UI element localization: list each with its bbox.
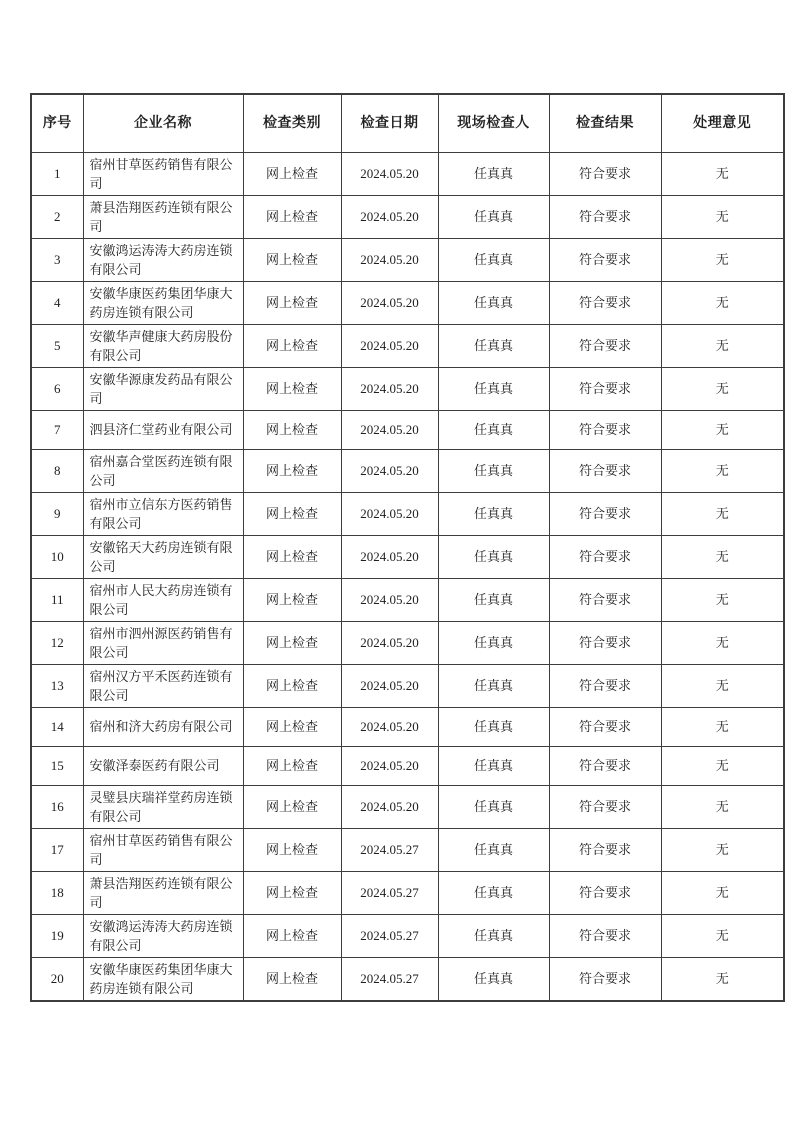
cell-result: 符合要求	[549, 410, 661, 449]
cell-index: 5	[31, 324, 83, 367]
cell-company: 安徽华康医药集团华康大药房连锁有限公司	[83, 281, 243, 324]
cell-date: 2024.05.20	[341, 281, 438, 324]
cell-type: 网上检查	[243, 914, 341, 957]
cell-index: 11	[31, 578, 83, 621]
table-row	[31, 871, 784, 914]
cell-date: 2024.05.20	[341, 785, 438, 828]
cell-type: 网上检查	[243, 281, 341, 324]
cell-index: 17	[31, 828, 83, 871]
cell-inspector: 任真真	[438, 324, 549, 367]
cell-inspector: 任真真	[438, 578, 549, 621]
cell-opinion: 无	[661, 664, 784, 707]
cell-type: 网上检查	[243, 871, 341, 914]
cell-opinion: 无	[661, 449, 784, 492]
cell-company: 宿州汉方平禾医药连锁有限公司	[83, 664, 243, 707]
table-row	[31, 410, 784, 449]
cell-opinion: 无	[661, 914, 784, 957]
cell-inspector: 任真真	[438, 238, 549, 281]
cell-index: 6	[31, 367, 83, 410]
table-row	[31, 324, 784, 367]
cell-result: 符合要求	[549, 238, 661, 281]
cell-inspector: 任真真	[438, 281, 549, 324]
cell-type: 网上检查	[243, 410, 341, 449]
cell-index: 9	[31, 492, 83, 535]
cell-date: 2024.05.20	[341, 746, 438, 785]
cell-inspector: 任真真	[438, 535, 549, 578]
cell-date: 2024.05.20	[341, 367, 438, 410]
table-row	[31, 367, 784, 410]
cell-type: 网上检查	[243, 707, 341, 746]
cell-opinion: 无	[661, 707, 784, 746]
table-row	[31, 152, 784, 195]
table-row	[31, 449, 784, 492]
cell-index: 4	[31, 281, 83, 324]
cell-index: 7	[31, 410, 83, 449]
cell-date: 2024.05.27	[341, 828, 438, 871]
cell-index: 3	[31, 238, 83, 281]
cell-result: 符合要求	[549, 746, 661, 785]
table-row	[31, 664, 784, 707]
cell-inspector: 任真真	[438, 449, 549, 492]
cell-inspector: 任真真	[438, 785, 549, 828]
cell-result: 符合要求	[549, 578, 661, 621]
cell-index: 13	[31, 664, 83, 707]
cell-inspector: 任真真	[438, 828, 549, 871]
cell-date: 2024.05.20	[341, 664, 438, 707]
cell-type: 网上检查	[243, 785, 341, 828]
cell-opinion: 无	[661, 492, 784, 535]
table-row	[31, 621, 784, 664]
cell-company: 宿州市立信东方医药销售有限公司	[83, 492, 243, 535]
cell-date: 2024.05.20	[341, 578, 438, 621]
cell-opinion: 无	[661, 367, 784, 410]
cell-inspector: 任真真	[438, 152, 549, 195]
cell-company: 宿州市人民大药房连锁有限公司	[83, 578, 243, 621]
cell-index: 8	[31, 449, 83, 492]
cell-inspector: 任真真	[438, 195, 549, 238]
cell-opinion: 无	[661, 871, 784, 914]
cell-company: 宿州嘉合堂医药连锁有限公司	[83, 449, 243, 492]
cell-index: 19	[31, 914, 83, 957]
cell-date: 2024.05.27	[341, 871, 438, 914]
cell-result: 符合要求	[549, 914, 661, 957]
cell-result: 符合要求	[549, 871, 661, 914]
cell-date: 2024.05.20	[341, 410, 438, 449]
table-row	[31, 707, 784, 746]
cell-result: 符合要求	[549, 152, 661, 195]
table-row	[31, 238, 784, 281]
table-row	[31, 492, 784, 535]
header-cell-type: 检查类别	[243, 94, 341, 152]
cell-result: 符合要求	[549, 785, 661, 828]
table-row	[31, 957, 784, 1001]
cell-company: 宿州甘草医药销售有限公司	[83, 152, 243, 195]
table-row	[31, 578, 784, 621]
cell-type: 网上检查	[243, 535, 341, 578]
cell-type: 网上检查	[243, 367, 341, 410]
table-row	[31, 281, 784, 324]
cell-opinion: 无	[661, 828, 784, 871]
cell-date: 2024.05.20	[341, 238, 438, 281]
cell-date: 2024.05.27	[341, 957, 438, 1001]
cell-inspector: 任真真	[438, 871, 549, 914]
cell-company: 安徽华声健康大药房股份有限公司	[83, 324, 243, 367]
cell-result: 符合要求	[549, 367, 661, 410]
cell-date: 2024.05.20	[341, 535, 438, 578]
cell-result: 符合要求	[549, 324, 661, 367]
cell-result: 符合要求	[549, 535, 661, 578]
cell-date: 2024.05.20	[341, 195, 438, 238]
cell-opinion: 无	[661, 238, 784, 281]
cell-type: 网上检查	[243, 152, 341, 195]
cell-company: 安徽泽泰医药有限公司	[83, 746, 243, 785]
table-row	[31, 535, 784, 578]
cell-company: 灵璧县庆瑞祥堂药房连锁有限公司	[83, 785, 243, 828]
cell-opinion: 无	[661, 621, 784, 664]
cell-company: 泗县济仁堂药业有限公司	[83, 410, 243, 449]
cell-type: 网上检查	[243, 621, 341, 664]
cell-company: 安徽华源康发药品有限公司	[83, 367, 243, 410]
header-cell-inspector: 现场检查人	[438, 94, 549, 152]
cell-company: 宿州和济大药房有限公司	[83, 707, 243, 746]
cell-type: 网上检查	[243, 449, 341, 492]
cell-result: 符合要求	[549, 828, 661, 871]
cell-index: 18	[31, 871, 83, 914]
cell-type: 网上检查	[243, 492, 341, 535]
cell-date: 2024.05.20	[341, 449, 438, 492]
header-cell-date: 检查日期	[341, 94, 438, 152]
cell-date: 2024.05.20	[341, 707, 438, 746]
cell-index: 16	[31, 785, 83, 828]
cell-type: 网上检查	[243, 238, 341, 281]
cell-opinion: 无	[661, 410, 784, 449]
cell-inspector: 任真真	[438, 367, 549, 410]
cell-company: 安徽鸿运涛涛大药房连锁有限公司	[83, 238, 243, 281]
cell-inspector: 任真真	[438, 621, 549, 664]
cell-opinion: 无	[661, 152, 784, 195]
cell-result: 符合要求	[549, 195, 661, 238]
cell-type: 网上检查	[243, 578, 341, 621]
header-cell-index: 序号	[31, 94, 83, 152]
cell-index: 2	[31, 195, 83, 238]
header-cell-result: 检查结果	[549, 94, 661, 152]
cell-result: 符合要求	[549, 664, 661, 707]
cell-index: 10	[31, 535, 83, 578]
cell-company: 安徽鸿运涛涛大药房连锁有限公司	[83, 914, 243, 957]
cell-index: 20	[31, 957, 83, 1001]
cell-company: 宿州市泗州源医药销售有限公司	[83, 621, 243, 664]
cell-inspector: 任真真	[438, 410, 549, 449]
cell-date: 2024.05.20	[341, 492, 438, 535]
cell-date: 2024.05.20	[341, 621, 438, 664]
cell-index: 15	[31, 746, 83, 785]
cell-opinion: 无	[661, 324, 784, 367]
cell-inspector: 任真真	[438, 746, 549, 785]
cell-opinion: 无	[661, 578, 784, 621]
table-row	[31, 785, 784, 828]
cell-result: 符合要求	[549, 707, 661, 746]
cell-opinion: 无	[661, 535, 784, 578]
cell-opinion: 无	[661, 195, 784, 238]
cell-type: 网上检查	[243, 828, 341, 871]
cell-type: 网上检查	[243, 957, 341, 1001]
table-row	[31, 828, 784, 871]
inspection-table	[30, 93, 785, 1002]
cell-opinion: 无	[661, 281, 784, 324]
cell-company: 安徽华康医药集团华康大药房连锁有限公司	[83, 957, 243, 1001]
cell-date: 2024.05.20	[341, 324, 438, 367]
cell-date: 2024.05.27	[341, 914, 438, 957]
header-cell-company: 企业名称	[83, 94, 243, 152]
cell-inspector: 任真真	[438, 957, 549, 1001]
cell-result: 符合要求	[549, 449, 661, 492]
table-row	[31, 914, 784, 957]
cell-type: 网上检查	[243, 324, 341, 367]
cell-company: 萧县浩翔医药连锁有限公司	[83, 195, 243, 238]
cell-company: 宿州甘草医药销售有限公司	[83, 828, 243, 871]
cell-opinion: 无	[661, 785, 784, 828]
cell-inspector: 任真真	[438, 707, 549, 746]
cell-inspector: 任真真	[438, 492, 549, 535]
cell-company: 萧县浩翔医药连锁有限公司	[83, 871, 243, 914]
cell-result: 符合要求	[549, 281, 661, 324]
header-cell-opinion: 处理意见	[661, 94, 784, 152]
cell-type: 网上检查	[243, 195, 341, 238]
cell-date: 2024.05.20	[341, 152, 438, 195]
table-row	[31, 195, 784, 238]
cell-result: 符合要求	[549, 492, 661, 535]
cell-index: 14	[31, 707, 83, 746]
cell-index: 1	[31, 152, 83, 195]
cell-type: 网上检查	[243, 664, 341, 707]
inspection-table-header	[31, 94, 784, 152]
inspection-table-body	[31, 152, 784, 1001]
cell-index: 12	[31, 621, 83, 664]
cell-inspector: 任真真	[438, 914, 549, 957]
table-row	[31, 746, 784, 785]
cell-opinion: 无	[661, 746, 784, 785]
cell-result: 符合要求	[549, 957, 661, 1001]
cell-type: 网上检查	[243, 746, 341, 785]
cell-opinion: 无	[661, 957, 784, 1001]
cell-result: 符合要求	[549, 621, 661, 664]
cell-company: 安徽铭天大药房连锁有限公司	[83, 535, 243, 578]
cell-inspector: 任真真	[438, 664, 549, 707]
header-row	[31, 94, 784, 152]
